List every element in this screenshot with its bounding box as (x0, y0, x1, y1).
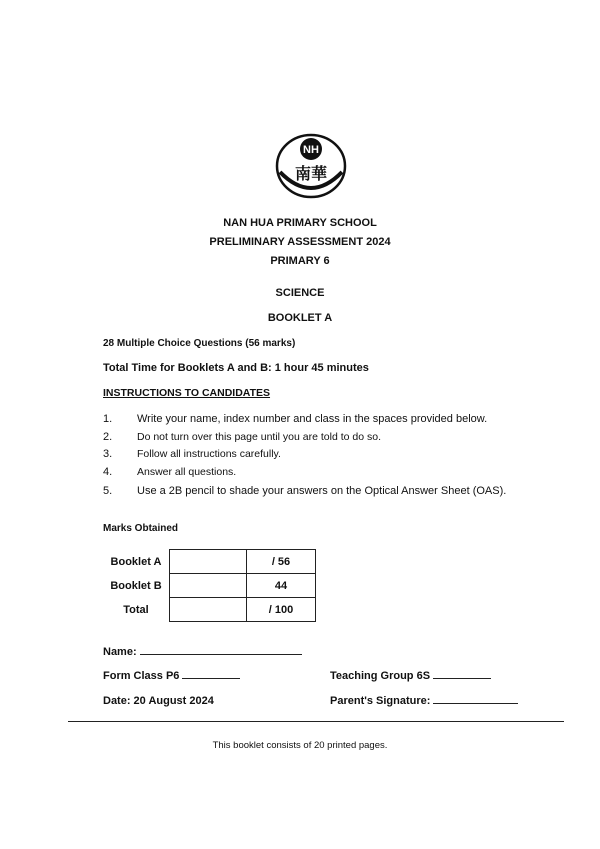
question-count: 28 Multiple Choice Questions (56 marks) (103, 338, 296, 349)
form-class-blank[interactable] (182, 677, 240, 679)
instruction-text: Do not turn over this page until you are told to do so. (137, 431, 381, 443)
school-name: NAN HUA PRIMARY SCHOOL (223, 217, 377, 229)
logo-emblem-text: NH (303, 144, 319, 156)
instruction-text: Use a 2B pencil to shade your answers on the Optical Answer Sheet (OAS). (137, 485, 507, 497)
page-count-note: This booklet consists of 20 printed pages. (212, 740, 388, 751)
instructions-heading: INSTRUCTIONS TO CANDIDATES (103, 387, 271, 399)
teaching-group-label: Teaching Group 6S (330, 670, 431, 682)
marks-obtained-cell[interactable] (170, 574, 247, 598)
name-field (103, 646, 302, 658)
table-row (103, 574, 316, 598)
marks-obtained-cell[interactable] (170, 550, 247, 574)
instruction-number: 2. (103, 431, 113, 443)
marks-total-cell: / 100 (247, 598, 316, 622)
form-class-label: Form Class P6 (103, 670, 180, 682)
parent-signature-blank[interactable] (433, 702, 518, 704)
assessment-title: PRELIMINARY ASSESSMENT 2024 (209, 236, 391, 248)
name-label: Name: (103, 646, 137, 658)
booklet-title: BOOKLET A (267, 312, 333, 324)
form-class-field (103, 670, 240, 682)
school-crest-icon (274, 132, 348, 200)
instruction-text: Answer all questions. (137, 466, 237, 478)
teaching-group-blank[interactable] (433, 677, 491, 679)
instruction-text: Write your name, index number and class in the spaces provided below. (137, 413, 488, 425)
row-label: Booklet A (110, 555, 162, 568)
table-row (103, 550, 316, 574)
row-label: Total (123, 603, 149, 616)
row-label: Booklet B (110, 579, 162, 592)
table-row (103, 598, 316, 622)
date-field: Date: 20 August 2024 (103, 695, 214, 707)
name-blank[interactable] (140, 653, 302, 655)
marks-table (103, 549, 316, 622)
subject-title: SCIENCE (275, 287, 325, 299)
total-time: Total Time for Booklets A and B: 1 hour 45 minutes (103, 362, 369, 374)
marks-total-cell: 44 (247, 574, 316, 598)
marks-obtained-cell[interactable] (170, 598, 247, 622)
parent-signature-field (330, 695, 518, 707)
school-logo (274, 132, 348, 200)
instruction-text: Follow all instructions carefully. (137, 448, 281, 460)
instruction-number: 3. (103, 448, 113, 460)
logo-chinese-text: 南華 (294, 164, 328, 183)
divider (68, 721, 564, 722)
level-title: PRIMARY 6 (270, 255, 330, 267)
marks-total-cell: / 56 (247, 550, 316, 574)
instruction-number: 4. (103, 466, 113, 478)
instruction-number: 1. (103, 413, 113, 425)
teaching-group-field (330, 670, 491, 682)
instruction-number: 5. (103, 485, 113, 497)
marks-heading: Marks Obtained (103, 523, 179, 534)
parent-signature-label: Parent's Signature: (330, 695, 431, 707)
